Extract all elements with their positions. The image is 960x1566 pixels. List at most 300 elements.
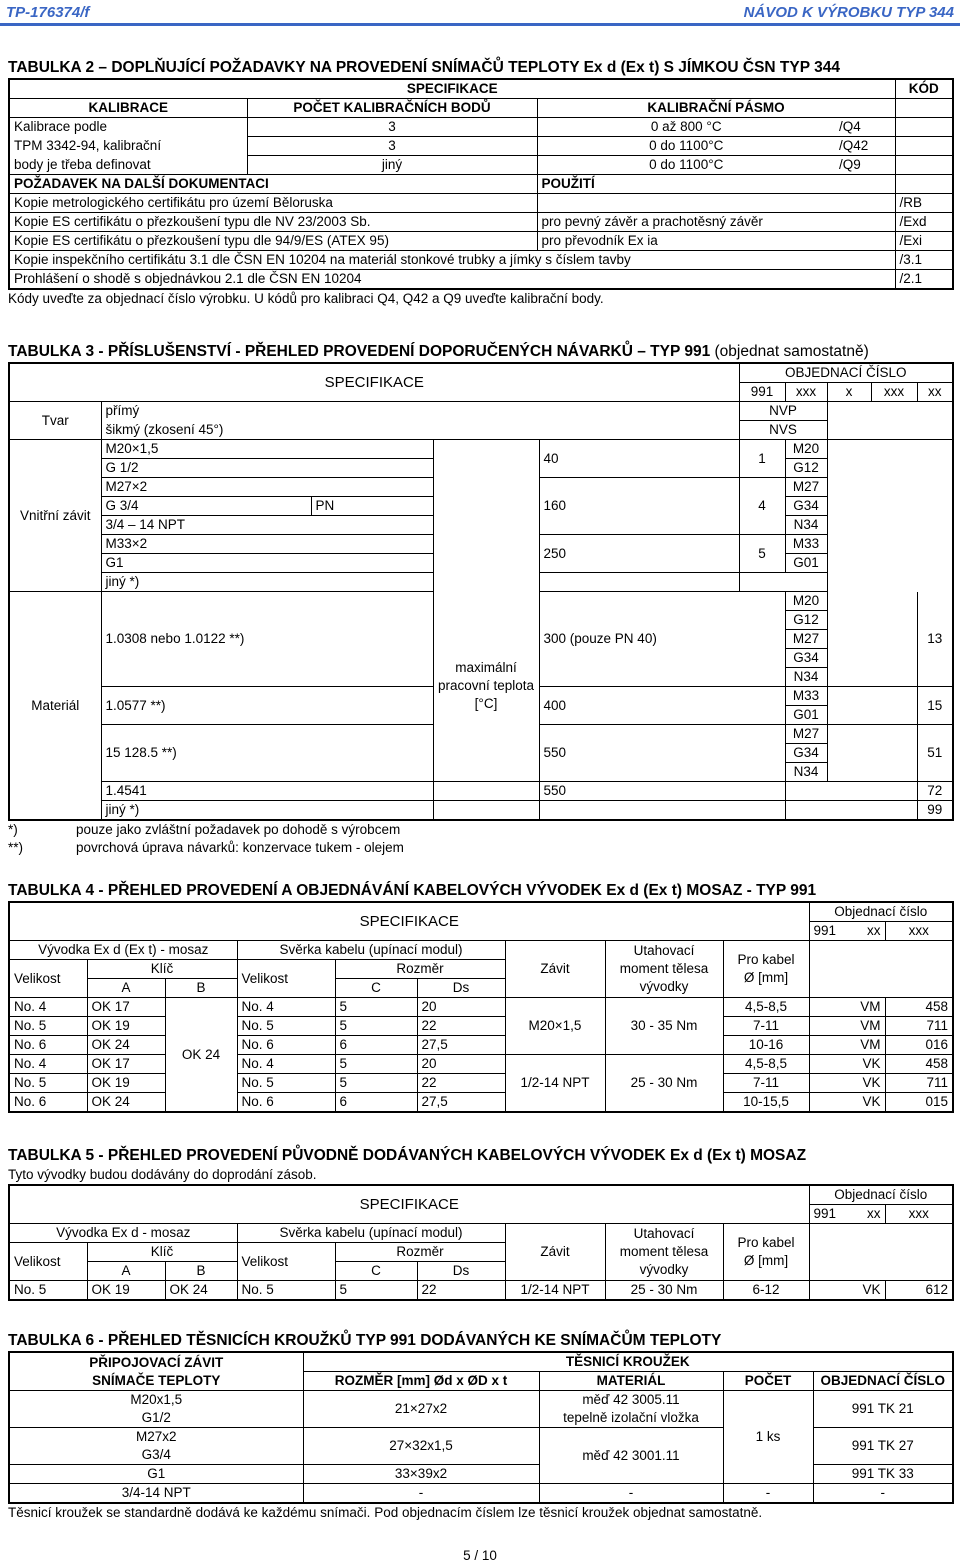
- cell-b-ok24: OK 24: [165, 998, 237, 1113]
- cell-a: OK 17: [87, 1055, 165, 1074]
- empty-cell: [895, 156, 953, 175]
- code-suffix: M33: [785, 687, 827, 706]
- cell-ds: 27,5: [417, 1036, 505, 1055]
- doc-kod: /3.1: [895, 251, 953, 270]
- utahovaci-header: [605, 941, 723, 998]
- material-item: 1.0577 **): [101, 687, 433, 725]
- max-temp-line: [°C]: [474, 696, 498, 712]
- table-row: [9, 1185, 953, 1205]
- cell-zavit: 3/4-14 NPT: [9, 1484, 303, 1504]
- doc-text: Kopie inspekčního certifikátu 3.1 dle ČSN EN 10204 na materiál stonkové trubky a jímky s číslem tavby: [9, 251, 895, 270]
- cell-a: OK 19: [87, 1074, 165, 1093]
- table-2-section: [8, 58, 952, 308]
- tvar-sikmy: šikmý (zkosení 45°): [101, 421, 739, 440]
- material-item: jiný *): [101, 801, 433, 821]
- empty-cell: [895, 118, 953, 137]
- cell-pocet: -: [723, 1484, 813, 1504]
- pozadavek-header: POŽADAVEK NA DALŠÍ DOKUMENTACI: [9, 175, 537, 194]
- empty-cell: [895, 137, 953, 156]
- cell-ds: 22: [417, 1074, 505, 1093]
- material-code: 15: [917, 687, 953, 725]
- material-code: 51: [917, 725, 953, 782]
- zavit-item: M27×2: [101, 478, 433, 497]
- pro-kabel-header: [723, 1224, 809, 1281]
- cell-ds: 22: [417, 1017, 505, 1036]
- zavit-item: 3/4 – 14 NPT: [101, 516, 433, 535]
- cell-pk: 10-15,5: [723, 1093, 809, 1113]
- table-row: [9, 251, 953, 270]
- empty-cell: [433, 782, 539, 801]
- zavit-header: Závit: [505, 1224, 605, 1281]
- col-pasmo: KALIBRAČNÍ PÁSMO: [537, 99, 895, 118]
- zavit-item: G1: [101, 554, 433, 573]
- doc-text: Kopie ES certifikátu o přezkoušení typu dle 94/9/ES (ATEX 95): [9, 232, 537, 251]
- col-c: C: [335, 979, 417, 998]
- table-2-note: Kódy uveďte za objednací číslo výrobku. U kódů pro kalibraci Q4, Q42 a Q9 uveďte kalibrační body.: [8, 291, 604, 306]
- table-row: [9, 1484, 953, 1504]
- cell-obj: -: [813, 1484, 953, 1504]
- doc-pouziti: pro převodník Ex ia: [537, 232, 895, 251]
- empty-cell: [827, 687, 917, 725]
- code-col: 991: [739, 383, 785, 402]
- code-suffix: G34: [785, 744, 827, 763]
- cell-a: OK 19: [87, 1281, 165, 1301]
- sverka-header: Svěrka kabelu (upínací modul): [237, 1224, 505, 1243]
- col-kalibrace: KALIBRACE: [9, 99, 247, 118]
- pouziti-header: POUŽITÍ: [537, 175, 895, 194]
- pn-value: 250: [539, 535, 739, 573]
- cell-obj: 991 TK 33: [813, 1465, 953, 1484]
- cell-ds: 20: [417, 998, 505, 1017]
- pn-label: PN: [311, 497, 433, 516]
- cell-pocet: 1 ks: [723, 1391, 813, 1484]
- code-col: xxx: [885, 922, 953, 941]
- doc-kod: /2.1: [895, 270, 953, 290]
- kal-label-1: Kalibrace podle: [9, 118, 247, 137]
- ut-line: vývodky: [639, 1262, 689, 1277]
- code-suffix: M27: [785, 630, 827, 649]
- table-row: [9, 137, 953, 156]
- ut-line: Utahovací: [633, 943, 695, 958]
- empty-cell: [433, 440, 539, 592]
- pn-value: 160: [539, 478, 739, 535]
- cell-pk: 6-12: [723, 1281, 809, 1301]
- cell-k1: VK: [809, 1074, 885, 1093]
- max-temp-line: maximální: [455, 660, 517, 676]
- cell-k2: 016: [885, 1036, 953, 1055]
- footnote-2: [8, 839, 952, 857]
- material-code: 99: [917, 801, 953, 821]
- cell-a: OK 17: [87, 998, 165, 1017]
- cell-sv: No. 5: [237, 1281, 335, 1301]
- cell-c: 5: [335, 1074, 417, 1093]
- tk-header: TĚSNICÍ KROUŽEK: [303, 1352, 953, 1372]
- cell-k2: 458: [885, 998, 953, 1017]
- table-3-title-wrap: [8, 342, 952, 362]
- empty-cell: [433, 801, 539, 821]
- table-4-section: [8, 881, 952, 1113]
- cell-zavit: G1/2: [9, 1409, 303, 1428]
- table-row: [9, 1391, 953, 1410]
- cell-rozmer: 27×32x1,5: [303, 1428, 539, 1465]
- cell-sv: No. 6: [237, 1036, 335, 1055]
- sverka-header: Svěrka kabelu (upínací modul): [237, 941, 505, 960]
- cell-rozmer: 21×27x2: [303, 1391, 539, 1428]
- cell-vel: No. 4: [9, 998, 87, 1017]
- cell-pk: 7-11: [723, 1017, 809, 1036]
- empty-cell: [895, 99, 953, 118]
- table-row: [9, 1074, 953, 1093]
- pk-line: Ø [mm]: [743, 970, 789, 985]
- empty-cell: [785, 782, 917, 801]
- table-row: [9, 194, 953, 213]
- cell-moment: 30 - 35 Nm: [605, 998, 723, 1055]
- mat-line: tepelně izolační vložka: [563, 1410, 699, 1425]
- table-4-title: TABULKA 4 - PŘEHLED PROVEDENÍ A OBJEDNÁVÁNÍ KABELOVÝCH VÝVODEK Ex d (Ex t) MOSAZ - TYP 991: [8, 882, 817, 899]
- empty-cell: [827, 592, 917, 687]
- cell-k1: VK: [809, 1055, 885, 1074]
- cell-k1: VK: [809, 1093, 885, 1113]
- cell-zavit: M27x2: [9, 1428, 303, 1447]
- code-nvp: NVP: [739, 402, 827, 421]
- doc-text: Kopie ES certifikátu o přezkoušení typu dle NV 23/2003 Sb.: [9, 213, 537, 232]
- table-row: [9, 902, 953, 922]
- code-xx: xx: [867, 923, 881, 938]
- empty-cell: [827, 440, 953, 592]
- code-nvs: NVS: [739, 421, 827, 440]
- cell-material: [539, 1391, 723, 1428]
- empty-cell: [895, 175, 953, 194]
- tvar-label: Tvar: [9, 402, 101, 440]
- code-suffix: M33: [785, 535, 827, 554]
- table-3-section: [8, 342, 952, 857]
- code-suffix: N34: [785, 763, 827, 782]
- table-row: [9, 782, 953, 801]
- code-xx: xx: [867, 1206, 881, 1221]
- code-suffix: M20: [785, 592, 827, 611]
- cell-sv: No. 4: [237, 998, 335, 1017]
- kal-pocet: jiný: [247, 156, 537, 175]
- spec-header: SPECIFIKACE: [9, 79, 895, 99]
- table-6-note: Těsnicí kroužek se standardně dodává ke každému snímači. Pod objednacím číslem lze těsnicí kroužek objednat samostatně.: [8, 1505, 763, 1520]
- temp-value: 550: [539, 782, 785, 801]
- cell-vel: No. 6: [9, 1093, 87, 1113]
- kal-kod: /Q4: [835, 118, 895, 137]
- col-ds: Ds: [417, 979, 505, 998]
- footnote-mark: **): [8, 840, 24, 855]
- cell-a: OK 24: [87, 1036, 165, 1055]
- cell-sv: No. 5: [237, 1074, 335, 1093]
- pz-header: [9, 1352, 303, 1391]
- cell-c: 5: [335, 1017, 417, 1036]
- obj-header: OBJEDNACÍ ČÍSLO: [739, 363, 953, 383]
- rozmer-header: Rozměr: [335, 1243, 505, 1262]
- cell-k2: 458: [885, 1055, 953, 1074]
- spec-header: SPECIFIKACE: [9, 902, 809, 941]
- code-suffix: G12: [785, 459, 827, 478]
- cell-c: 6: [335, 1036, 417, 1055]
- kal-pasmo: 0 do 1100°C: [537, 137, 835, 156]
- material-item: 1.0308 nebo 1.0122 **): [101, 592, 433, 687]
- col-a: A: [87, 1262, 165, 1281]
- doc-text: Kopie metrologického certifikátu pro území Běloruska: [9, 194, 537, 213]
- table-5: [8, 1184, 954, 1301]
- table-row: [9, 440, 953, 459]
- pk-line: Ø [mm]: [743, 1253, 789, 1268]
- code-suffix: G01: [785, 554, 827, 573]
- col-b: B: [165, 979, 237, 998]
- kal-kod: /Q42: [835, 137, 895, 156]
- cell-k2: 711: [885, 1017, 953, 1036]
- code-suffix: G12: [785, 611, 827, 630]
- table-row: [9, 1017, 953, 1036]
- code-suffix: M27: [785, 725, 827, 744]
- footnote-mark: *): [8, 822, 18, 837]
- material-item: 15 128.5 **): [101, 725, 433, 782]
- klic-header: Klíč: [87, 1243, 237, 1262]
- doc-title: NÁVOD K VÝROBKU TYP 344: [743, 4, 954, 21]
- code-991: 991: [813, 1206, 837, 1221]
- cell-material: měď 42 3001.11: [539, 1428, 723, 1484]
- table-5-section: [8, 1146, 952, 1301]
- ut-line: moment tělesa: [619, 961, 709, 976]
- col-c: C: [335, 1262, 417, 1281]
- pk-line: Pro kabel: [737, 1235, 795, 1250]
- kal-pocet: 3: [247, 118, 537, 137]
- cell-sv: No. 5: [237, 1017, 335, 1036]
- cell-b: OK 24: [165, 1281, 237, 1301]
- cell-c: 5: [335, 998, 417, 1017]
- cell-k2: 015: [885, 1093, 953, 1113]
- doc-text: Prohlášení o shodě s objednávkou 2.1 dle ČSN EN 10204: [9, 270, 895, 290]
- code-991: 991: [813, 923, 837, 938]
- zavit-item: G 1/2: [101, 459, 433, 478]
- pz-line: SNÍMAČE TEPLOTY: [92, 1372, 221, 1388]
- table-row: [9, 270, 953, 290]
- zavit-label: Vnitřní závit: [9, 440, 101, 592]
- doc-pouziti: pro pevný závěr a prachotěsný závěr: [537, 213, 895, 232]
- cell-vel: No. 5: [9, 1281, 87, 1301]
- doc-kod: /Exi: [895, 232, 953, 251]
- empty-cell: [827, 402, 953, 440]
- max-temp-label: [433, 592, 539, 782]
- cell-c: 5: [335, 1281, 417, 1301]
- spec-header: SPECIFIKACE: [9, 363, 739, 402]
- temp-value: 400: [539, 687, 785, 725]
- cell-c: 6: [335, 1093, 417, 1113]
- empty-cell: [785, 801, 917, 821]
- cell-pk: 4,5-8,5: [723, 998, 809, 1017]
- empty-cell: [827, 725, 917, 782]
- table-row: [9, 592, 953, 611]
- cell-pk: 7-11: [723, 1074, 809, 1093]
- table-row: [9, 175, 953, 194]
- zavit-item: M20×1,5: [101, 440, 433, 459]
- vyvodka-header: Vývodka Ex d (Ex t) - mosaz: [9, 941, 237, 960]
- ut-line: Utahovací: [633, 1226, 695, 1241]
- obj-header: OBJEDNACÍ ČÍSLO: [813, 1372, 953, 1391]
- cell-ds: 20: [417, 1055, 505, 1074]
- cell-sv: No. 4: [237, 1055, 335, 1074]
- table-row: [9, 801, 953, 821]
- table-5-title: TABULKA 5 - PŘEHLED PROVEDENÍ PŮVODNĚ DODÁVANÝCH KABELOVÝCH VÝVODEK Ex d (Ex t) MOSAZ: [8, 1147, 807, 1164]
- pn-value: 40: [539, 440, 739, 478]
- table-row: [9, 998, 953, 1017]
- tvar-primy: přímý: [101, 402, 739, 421]
- footnote-text: povrchová úprava návarků: konzervace tukem - olejem: [76, 840, 404, 855]
- table-3: [8, 362, 954, 821]
- code-suffix: G34: [785, 497, 827, 516]
- cell-obj: 991 TK 27: [813, 1428, 953, 1465]
- table-row: [9, 1352, 953, 1372]
- material-code: 72: [917, 782, 953, 801]
- table-row: [9, 1055, 953, 1074]
- cell-k2: 711: [885, 1074, 953, 1093]
- kod-header: KÓD: [895, 79, 953, 99]
- table-row: [9, 232, 953, 251]
- cell-vel: No. 4: [9, 1055, 87, 1074]
- cell-c: 5: [335, 1055, 417, 1074]
- zavit-item: G 3/4: [101, 497, 311, 516]
- table-row: [9, 1281, 953, 1301]
- material-code: 13: [917, 592, 953, 687]
- cell-vel: No. 5: [9, 1017, 87, 1036]
- col-pocet: POČET KALIBRAČNÍCH BODŮ: [247, 99, 537, 118]
- code-col: [809, 922, 885, 941]
- zavit-item: M33×2: [101, 535, 433, 554]
- code-col: [809, 1205, 885, 1224]
- code-suffix: G01: [785, 706, 827, 725]
- code-suffix: M20: [785, 440, 827, 459]
- ut-line: vývodky: [639, 979, 689, 994]
- page-number: 5 / 10: [463, 1548, 497, 1563]
- table-3-title: TABULKA 3 - PŘÍSLUŠENSTVÍ - PŘEHLED PROVEDENÍ DOPORUČENÝCH NÁVARKŮ – TYP 991: [8, 343, 711, 360]
- code-suffix: N34: [785, 668, 827, 687]
- cell-ds: 27,5: [417, 1093, 505, 1113]
- code-suffix: M27: [785, 478, 827, 497]
- cell-rozmer: 33×39x2: [303, 1465, 539, 1484]
- material-item: 1.4541: [101, 782, 433, 801]
- code-col: xx: [917, 383, 953, 402]
- pro-kabel-header: [723, 941, 809, 998]
- table-row: [9, 402, 953, 421]
- table-6: [8, 1351, 954, 1504]
- cell-a: OK 24: [87, 1093, 165, 1113]
- empty-cell: [539, 573, 739, 592]
- max-temp-line: pracovní teplota: [437, 678, 535, 694]
- footnote-text: pouze jako zvláštní požadavek po dohodě s výrobcem: [76, 822, 401, 837]
- table-row: [9, 941, 953, 960]
- cell-k1: VM: [809, 1036, 885, 1055]
- cell-a: OK 19: [87, 1017, 165, 1036]
- cell-moment: 25 - 30 Nm: [605, 1281, 723, 1301]
- mat-line: měď 42 3005.11: [582, 1392, 680, 1407]
- cell-zavit: 1/2-14 NPT: [505, 1055, 605, 1113]
- table-row: [9, 1036, 953, 1055]
- table-row: [9, 79, 953, 99]
- empty-cell: [739, 573, 827, 592]
- footnote-1: [8, 821, 952, 839]
- col-a: A: [87, 979, 165, 998]
- table-6-section: [8, 1331, 952, 1522]
- temp-value: 300 (pouze PN 40): [539, 592, 785, 687]
- col-b: B: [165, 1262, 237, 1281]
- cell-pk: 10-16: [723, 1036, 809, 1055]
- page-header: [0, 0, 960, 26]
- pocet-header: POČET: [723, 1372, 813, 1391]
- utahovaci-header: [605, 1224, 723, 1281]
- empty-cell: [539, 801, 785, 821]
- kal-label-2: TPM 3342-94, kalibrační: [9, 137, 247, 156]
- velikost-header: Velikost: [9, 1243, 87, 1281]
- table-row: [9, 213, 953, 232]
- table-2-title: TABULKA 2 – DOPLŇUJÍCÍ POŽADAVKY NA PROVEDENÍ SNÍMAČŮ TEPLOTY Ex d (Ex t) S JÍMKOU ČSN TYP 344: [8, 59, 840, 76]
- vyvodka-header: Vývodka Ex d - mosaz: [9, 1224, 237, 1243]
- table-row: [9, 99, 953, 118]
- obj-header: Objednací číslo: [809, 902, 953, 922]
- spec-header: SPECIFIKACE: [9, 1185, 809, 1224]
- cell-k2: 612: [885, 1281, 953, 1301]
- table-4: [8, 901, 954, 1113]
- cell-k1: VM: [809, 1017, 885, 1036]
- zavit-item: jiný *): [101, 573, 433, 592]
- cell-zavit: G1: [9, 1465, 303, 1484]
- table-row: [9, 363, 953, 383]
- doc-pouziti: [537, 194, 895, 213]
- table-row: [9, 421, 953, 440]
- empty-cell: [809, 1224, 953, 1281]
- kal-pasmo: 0 až 800 °C: [537, 118, 835, 137]
- table-row: [9, 1093, 953, 1113]
- kal-pasmo: 0 do 1100°C: [537, 156, 835, 175]
- kal-pocet: 3: [247, 137, 537, 156]
- code-col: xxx: [885, 1205, 953, 1224]
- temp-value: 550: [539, 725, 785, 782]
- doc-id: TP-176374/f: [6, 4, 90, 21]
- cell-zavit: G3/4: [9, 1446, 303, 1465]
- doc-kod: /RB: [895, 194, 953, 213]
- material-label: Materiál: [9, 592, 101, 821]
- cell-ds: 22: [417, 1281, 505, 1301]
- cell-material: -: [539, 1484, 723, 1504]
- table-2: [8, 78, 954, 290]
- table-row: [9, 118, 953, 137]
- zavit-header: Závit: [505, 941, 605, 998]
- cell-k1: VK: [809, 1281, 885, 1301]
- doc-kod: /Exd: [895, 213, 953, 232]
- velikost-header: Velikost: [9, 960, 87, 998]
- cell-zavit: M20×1,5: [505, 998, 605, 1055]
- velikost-header: Velikost: [237, 1243, 335, 1281]
- mat-header: MATERIÁL: [539, 1372, 723, 1391]
- empty-cell: [809, 941, 953, 998]
- rozmer-header: ROZMĚR [mm] Ød x ØD x t: [303, 1372, 539, 1391]
- table-row: [9, 1224, 953, 1243]
- pk-line: Pro kabel: [737, 952, 795, 967]
- klic-header: Klíč: [87, 960, 237, 979]
- table-6-title: TABULKA 6 - PŘEHLED TĚSNICÍCH KROUŽKŮ TYP 991 DODÁVANÝCH KE SNÍMAČŮM TEPLOTY: [8, 1332, 722, 1349]
- code-suffix: G34: [785, 649, 827, 668]
- code-col: x: [827, 383, 871, 402]
- obj-header: Objednací číslo: [809, 1185, 953, 1205]
- velikost-header: Velikost: [237, 960, 335, 998]
- cell-sv: No. 6: [237, 1093, 335, 1113]
- col-ds: Ds: [417, 1262, 505, 1281]
- cell-vel: No. 5: [9, 1074, 87, 1093]
- cell-rozmer: -: [303, 1484, 539, 1504]
- kal-label-3: body je třeba definovat: [9, 156, 247, 175]
- table-5-subtitle: Tyto vývodky budou dodávány do doprodání zásob.: [8, 1167, 317, 1182]
